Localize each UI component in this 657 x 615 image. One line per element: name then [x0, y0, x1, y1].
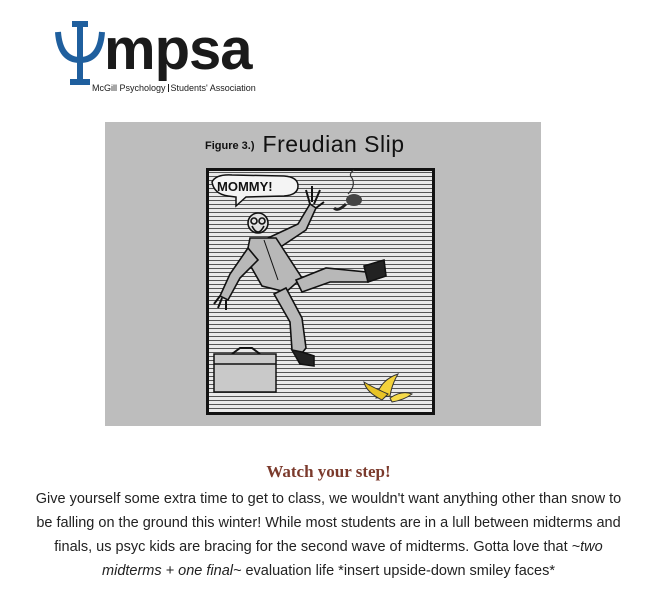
speech-bubble-text: MOMMY!: [217, 179, 273, 194]
logo-wordmark: mpsa: [104, 17, 252, 82]
figure-number: Figure 3.): [205, 140, 255, 152]
mpsa-logo: [52, 17, 292, 93]
article-heading: Watch your step!: [266, 462, 391, 481]
freudian-slip-illustration: [105, 122, 541, 426]
article-text-part2: evaluation life *insert upside-down smiley faces*: [241, 563, 555, 579]
figure-title: Freudian Slip: [262, 131, 405, 157]
article-text-part1: Give yourself some extra time to get to class, we wouldn't want anything other than snow to be falling on the ground this winter! While most students are in a lull between midterms and finals, us psyc kids are bracing for the second wave of midterms. Gotta love that: [35, 491, 622, 555]
comic-panel: [206, 168, 435, 415]
logo-sub-left: McGill Psychology: [92, 83, 166, 93]
article-text-italic: ~two midterms + one final~: [102, 539, 603, 579]
article-body: [30, 487, 627, 583]
logo-sub-right: Students' Association: [170, 83, 256, 93]
logo-subtitle: [92, 83, 256, 93]
psi-icon: [52, 20, 108, 86]
figure-caption: [205, 131, 405, 158]
briefcase-icon: [214, 348, 276, 392]
